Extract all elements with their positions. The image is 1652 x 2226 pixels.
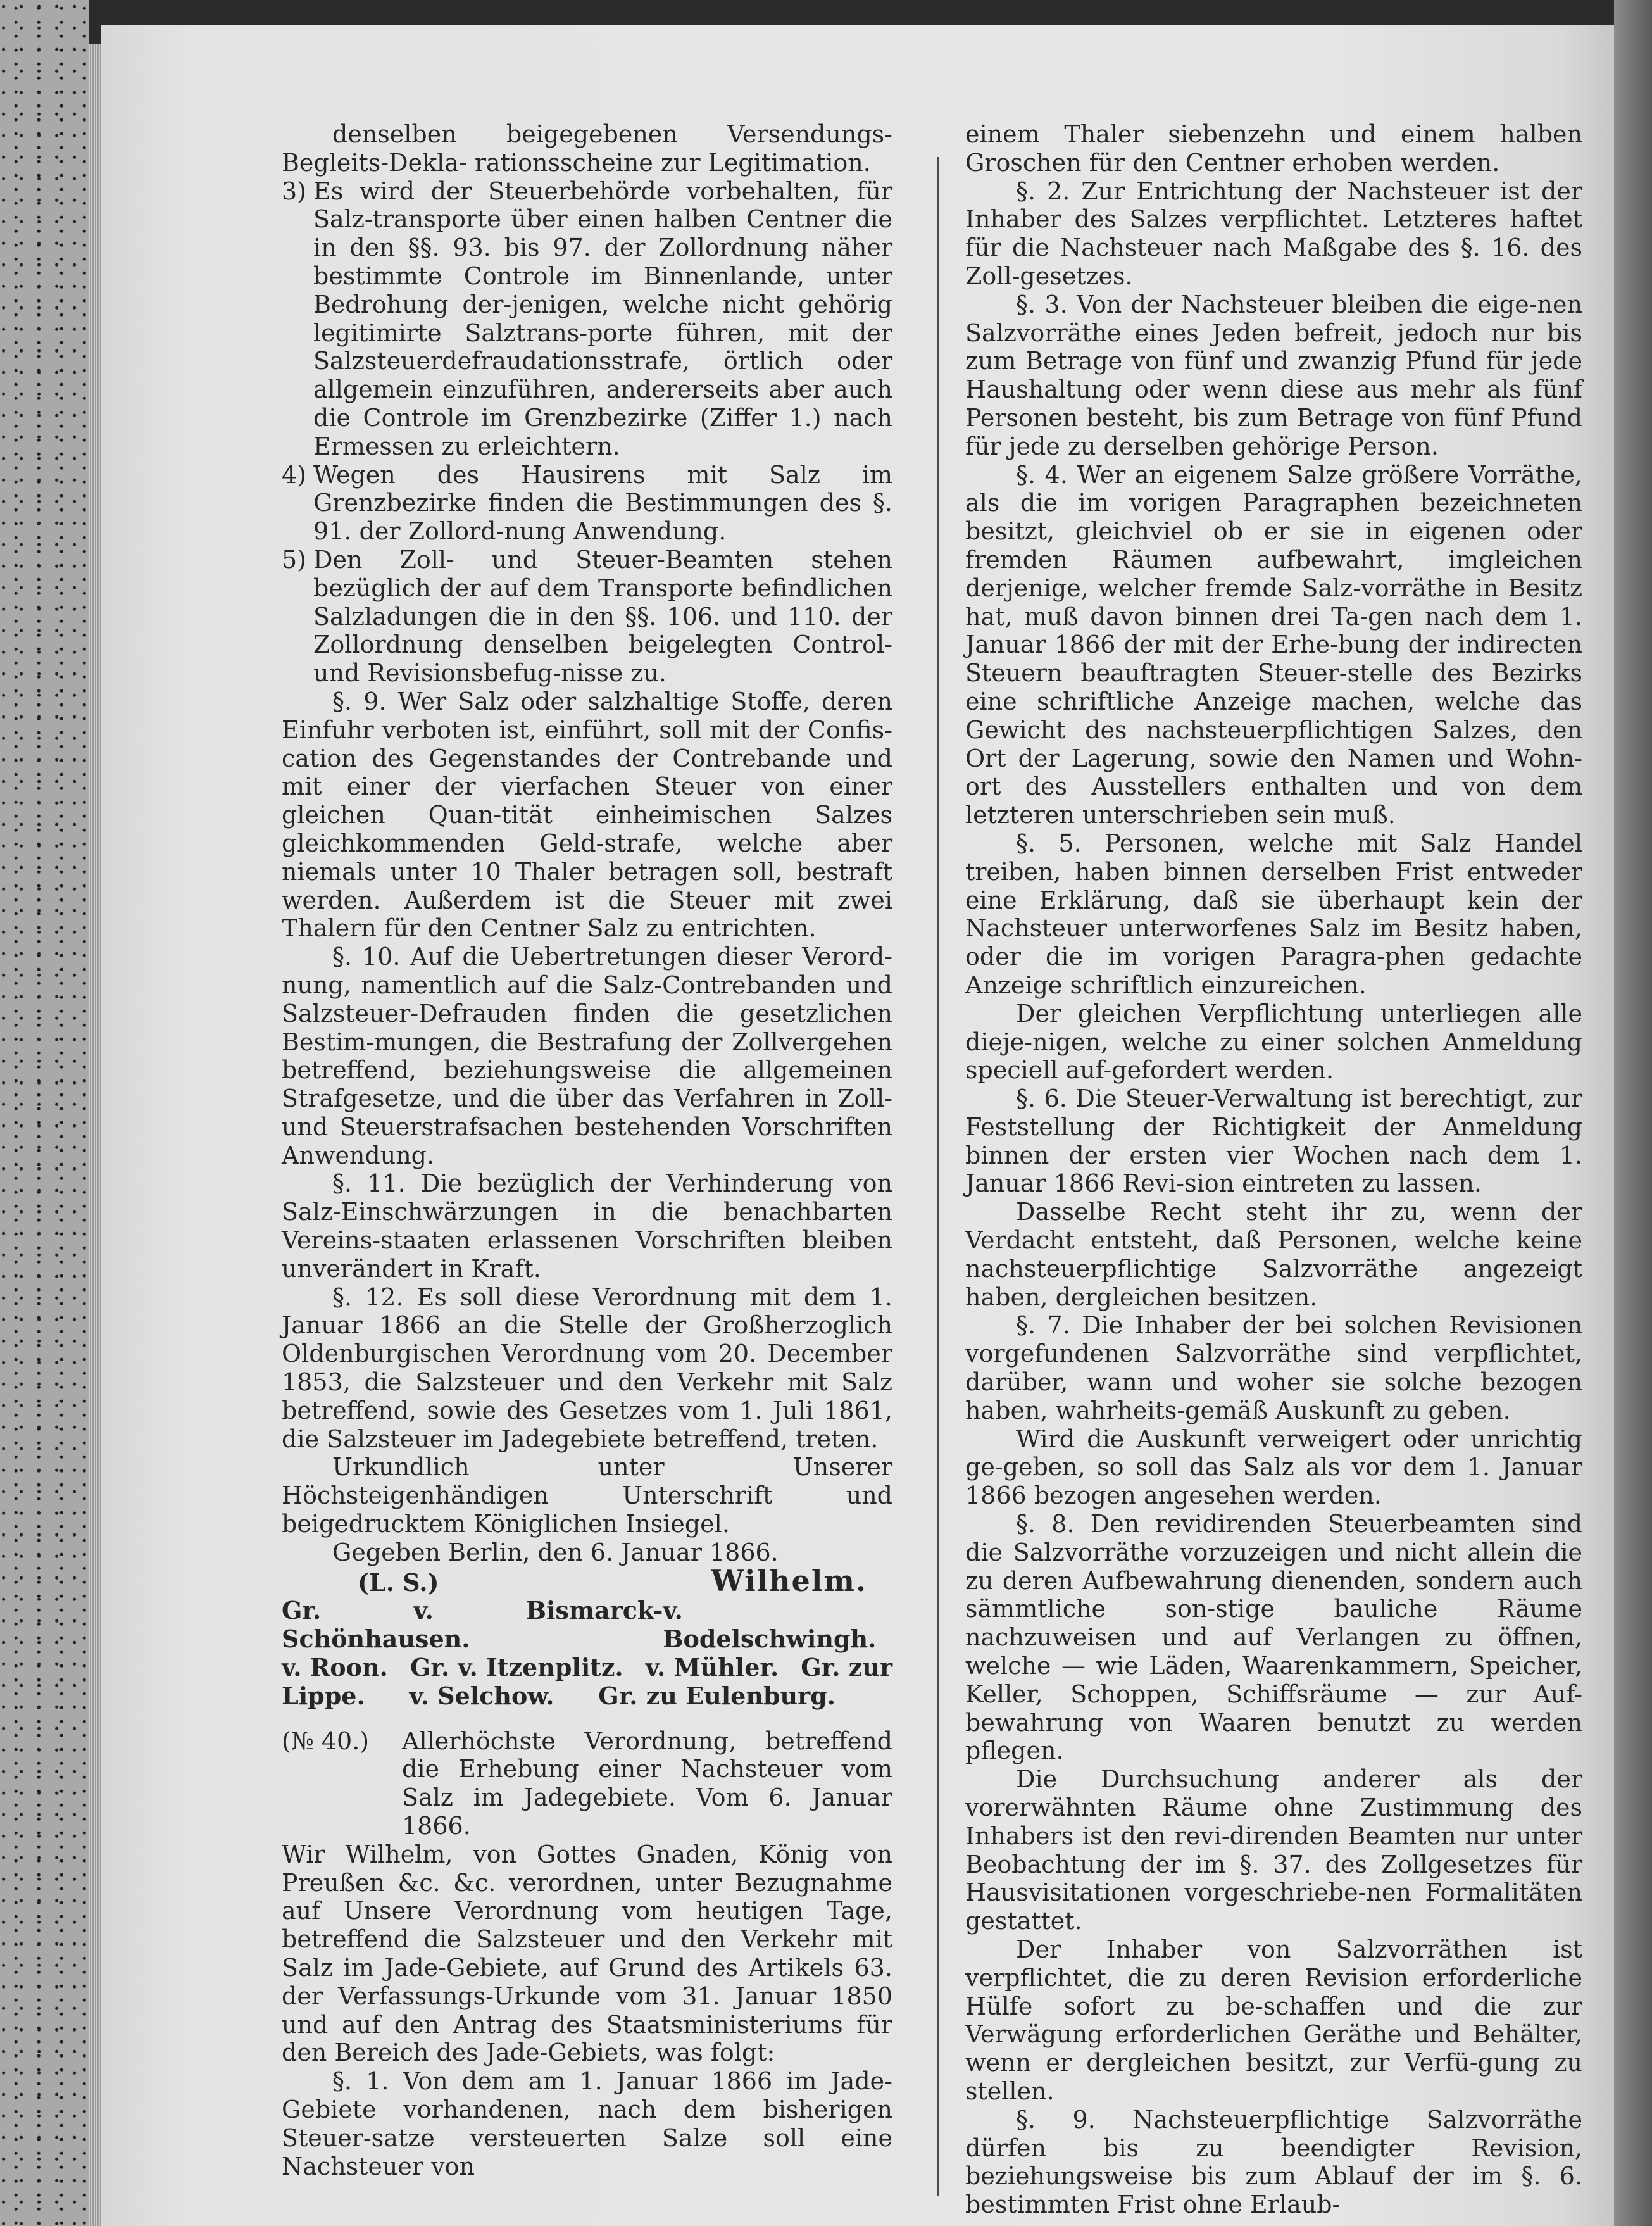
paragraph-section-2: §. 2. Zur Entrichtung der Nachsteuer ist der Inhaber des Salzes verpflichtet. Letzteres haftet für die Nachsteuer nach Maßgabe des §. 16. des Zoll-gesetzes. <box>965 177 1582 290</box>
attestation-text: Urkundlich unter Unserer Höchsteigenhändigen Unterschrift und beigedrucktem Königlichen Insiegel. <box>282 1453 892 1538</box>
signature: Gr. zur <box>801 1653 892 1682</box>
decree-section-1: §. 1. Von dem am 1. Januar 1866 im Jade-Gebiete vorhandenen, nach dem bisherigen Steuer-satze versteuerten Salze soll eine Nachsteuer von <box>282 2067 892 2180</box>
item-text: Wegen des Hausirens mit Salz im Grenzbezirke finden die Bestimmungen des §. 91. der Zollord-nung Anwendung. <box>313 460 892 546</box>
column-divider <box>937 157 939 2196</box>
paragraph-section-7: §. 7. Die Inhaber der bei solchen Revisionen vorgefundenen Salzvorräthe sind verpflichtet, darüber, wann und woher sie solche bezogen haben, wahrheits-gemäß Auskunft zu geben. <box>965 1311 1582 1424</box>
paragraph-section-11: §. 11. Die bezüglich der Verhinderung von Salz-Einschwärzungen in die benachbarten Vereins-staaten erlassenen Vorschriften bleiben unverändert in Kraft. <box>282 1169 892 1283</box>
paragraph-section-4: §. 4. Wer an eigenem Salze größere Vorräthe, als die im vorigen Paragraphen bezeichneten besitzt, gleichviel ob er sie in eigenen oder fremden Räumen aufbewahrt, imgleichen derjenige, welcher fremde Salz-vorräthe in Besitz hat, muß davon binnen drei Ta-gen nach dem 1. Januar 1866 der mit der Erhe-bung der indirecten Steuern beauftragten Steuer-stelle des Bezirks eine schriftliche Anzeige machen, welche das Gewicht des nachsteuerpflichtigen Salzes, den Ort der Lagerung, sowie den Namen und Wohn-ort des Ausstellers enthalten und von dem letzteren unterschrieben sein muß. <box>965 460 1582 829</box>
paragraph-section-3: §. 3. Von der Nachsteuer bleiben die eige-nen Salzvorräthe eines Jeden befreit, jedoch nur bis zum Betrage von fünf und zwanzig Pfund für jede Haushaltung oder wenn diese aus mehr als fünf Personen besteht, bis zum Betrage von fünf Pfund für jede zu derselben gehörige Person. <box>965 290 1582 460</box>
left-column <box>282 120 892 2180</box>
paragraph: Der gleichen Verpflichtung unterliegen alle dieje-nigen, welche zu einer solchen Anmeldung speciell auf-gefordert werden. <box>965 999 1582 1085</box>
paragraph-section-10: §. 10. Auf die Uebertretungen dieser Verord-nung, namentlich auf die Salz-Contrebanden und Salzsteuer-Defrauden finden die gesetzlichen Bestim-mungen, die Bestrafung der Zollvergehen betreffend, beziehungsweise die allgemeinen Strafgesetze, und die über das Verfahren in Zoll- und Steuerstrafsachen bestehenden Vorschriften Anwendung. <box>282 943 892 1169</box>
monarch-signature: Wilhelm. <box>711 1563 867 1598</box>
paragraph: Wird die Auskunft verweigert oder unrichtig ge-geben, so soll das Salz als vor dem 1. Januar 1866 bezogen angesehen werden. <box>965 1424 1582 1510</box>
decree-preamble: Wir Wilhelm, von Gottes Gnaden, König von Preußen &c. &c. verordnen, unter Bezugnahme auf Unsere Verordnung vom heutigen Tage, betreffend die Salzsteuer und den Verkehr mit Salz im Jade-Gebiete, auf Grund des Artikels 63. der Verfassungs-Urkunde vom 31. Januar 1850 und auf den Antrag des Staatsministeriums für den Bereich des Jade-Gebiets, was folgt: <box>282 1840 892 2067</box>
paragraph-section-6: §. 6. Die Steuer-Verwaltung ist berechtigt, zur Feststellung der Richtigkeit der Anmeldung binnen der ersten vier Wochen nach dem 1. Januar 1866 Revi-sion eintreten zu lassen. <box>965 1085 1582 1198</box>
page-stack-edge <box>89 44 103 2226</box>
signature: v. Bodelschwingh. <box>663 1596 877 1654</box>
decree-number: (№ 40.) <box>282 1726 370 1755</box>
signature: v. Selchow. <box>409 1681 554 1710</box>
paragraph-section-12: §. 12. Es soll diese Verordnung mit dem 1. Januar 1866 an die Stelle der Großherzoglich Oldenburgischen Verordnung vom 20. December 1853, die Salzsteuer und den Verkehr mit Salz betreffend, sowie des Gesetzes vom 1. Juli 1861, die Salzsteuer im Jadegebiete betreffend, treten. <box>282 1283 892 1453</box>
item-number: 4) <box>282 460 307 489</box>
signature: Gr. v. Bismarck-Schönhausen. <box>282 1596 663 1654</box>
item-number: 5) <box>282 545 307 574</box>
book-edge-left <box>0 0 89 2226</box>
paragraph-section-9: §. 9. Nachsteuerpflichtige Salzvorräthe dürfen bis zu beendigter Revision, beziehungsweise bis zum Ablauf der im §. 6. bestimmten Frist ohne Erlaub- <box>965 2105 1582 2219</box>
signature-row <box>282 1654 892 1682</box>
paragraph: Dasselbe Recht steht ihr zu, wenn der Verdacht entsteht, daß Personen, welche keine nachsteuerpflichtige Salzvorräthe angezeigt haben, dergleichen besitzen. <box>965 1198 1582 1311</box>
seal-and-monarch <box>282 1563 892 1598</box>
signature-row <box>282 1597 892 1654</box>
item-text: Den Zoll- und Steuer-Beamten stehen bezüglich der auf dem Transporte befindlichen Salzladungen die in den §§. 106. und 110. der Zollordnung denselben beigelegten Control- und Revisionsbefug-nisse zu. <box>313 545 892 688</box>
decree-title: Allerhöchste Verordnung, betreffend die Erhebung einer Nachsteuer vom Salz im Jadegebiete. Vom 6. Januar 1866. <box>402 1726 892 1840</box>
paragraph-section-8: §. 8. Den revidirenden Steuerbeamten sind die Salzvorräthe vorzuzeigen und nicht allein die zu deren Aufbewahrung dienenden, sondern auch sämmtliche son-stige bauliche Räume nachzuweisen und auf Verlangen zu öffnen, welche — wie Läden, Waarenkammern, Speicher, Keller, Schoppen, Schiffsräume — zur Auf-bewahrung von Waaren benutzt zu werden pflegen. <box>965 1510 1582 1765</box>
signature: v. Mühler. <box>645 1653 779 1682</box>
signature: Gr. zu Eulenburg. <box>598 1681 835 1710</box>
right-column <box>965 120 1582 2219</box>
signature-row <box>282 1682 892 1711</box>
paragraph-continuation: einem Thaler siebenzehn und einem halben Groschen für den Centner erhoben werden. <box>965 120 1582 177</box>
paragraph-section-9: §. 9. Wer Salz oder salzhaltige Stoffe, deren Einfuhr verboten ist, einführt, soll mit der Confis-cation des Gegenstandes der Contrebande und mit einer der vierfachen Steuer von einer gleichen Quan-tität einheimischen Salzes gleichkommenden Geld-strafe, welche aber niemals unter 10 Thaler betragen soll, bestraft werden. Außerdem ist die Steuer mit zwei Thalern für den Centner Salz zu entrichten. <box>282 687 892 943</box>
book-edge-right <box>1614 0 1652 2226</box>
numbered-item <box>282 461 892 546</box>
place-date: Gegeben Berlin, den 6. Januar 1866. <box>332 1538 779 1566</box>
item-text: Es wird der Steuerbehörde vorbehalten, für Salz-transporte über einen halben Centner die in den §§. 93. bis 97. der Zollordnung näher bestimmte Controle im Binnenlande, unter Bedrohung der-jenigen, welche nicht gehörig legitimirte Salztrans-porte führen, mit der Salzsteuerdefraudationsstrafe, örtlich oder allgemein einzuführen, andererseits aber auch die Controle im Grenzbezirke (Ziffer 1.) nach Ermessen zu erleichtern. <box>313 177 892 460</box>
signature: Lippe. <box>282 1681 365 1710</box>
paragraph: Die Durchsuchung anderer als der vorerwähnten Räume ohne Zustimmung des Inhabers ist den revi-direnden Beamten nur unter Beobachtung der im §. 37. des Zollgesetzes für Hausvisitationen vorgeschriebe-nen Formalitäten gestattet. <box>965 1765 1582 1935</box>
numbered-item <box>282 177 892 461</box>
item-number: 3) <box>282 177 307 205</box>
paragraph-section-5: §. 5. Personen, welche mit Salz Handel treiben, haben binnen derselben Frist entweder eine Erklärung, daß sie überhaupt kein der Nachsteuer unterworfenes Salz im Besitz haben, oder die im vorigen Paragra-phen gedachte Anzeige schriftlich einzureichen. <box>965 829 1582 999</box>
intro-text: denselben beigegebenen Versendungs-Begleits-Dekla- rationsscheine zur Legitimation. <box>282 120 892 177</box>
paragraph: Der Inhaber von Salzvorräthen ist verpflichtet, die zu deren Revision erforderliche Hülfe sofort zu be-schaffen und die zur Verwägung erforderlichen Geräthe und Behälter, wenn er dergleichen besitzt, zur Verfü-gung zu stellen. <box>965 1935 1582 2105</box>
numbered-item <box>282 546 892 688</box>
signature: Gr. v. Itzenplitz. <box>410 1653 623 1682</box>
signature: v. Roon. <box>282 1653 388 1682</box>
decree-heading <box>282 1727 892 1840</box>
seal-mark: (L. S.) <box>358 1568 439 1597</box>
